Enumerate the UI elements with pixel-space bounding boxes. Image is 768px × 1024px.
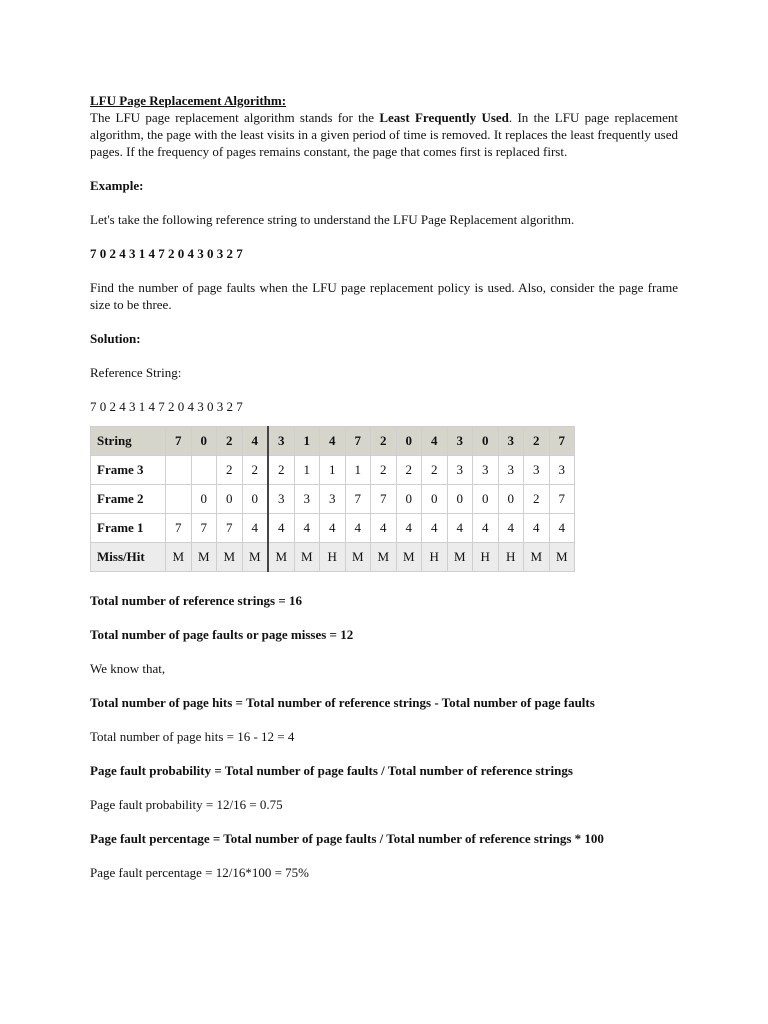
table-cell: M bbox=[396, 543, 422, 572]
intro-paragraph bbox=[90, 109, 678, 160]
table-row-label: Frame 2 bbox=[91, 485, 166, 514]
table-cell: 1 bbox=[294, 456, 320, 485]
problem-text: Find the number of page faults when the LFU page replacement policy is used. Also, consider the page frame size to be three. bbox=[90, 280, 678, 312]
table-cell: M bbox=[345, 543, 371, 572]
table-header-cell: 1 bbox=[294, 427, 320, 456]
table-cell: 7 bbox=[191, 514, 217, 543]
table-header-row bbox=[91, 427, 575, 456]
table-cell: 3 bbox=[447, 456, 473, 485]
table-cell: M bbox=[242, 543, 268, 572]
table-header-cell: 7 bbox=[345, 427, 371, 456]
table-cell: M bbox=[191, 543, 217, 572]
intro-before: The LFU page replacement algorithm stands for the bbox=[90, 110, 380, 125]
table-header-cell: 4 bbox=[242, 427, 268, 456]
table-header-label: String bbox=[91, 427, 166, 456]
prob-calc: Page fault probability = 12/16 = 0.75 bbox=[90, 797, 283, 812]
table-header-cell: 7 bbox=[549, 427, 575, 456]
table-cell: 3 bbox=[473, 456, 499, 485]
table-header-cell: 3 bbox=[447, 427, 473, 456]
table-row-label: Frame 3 bbox=[91, 456, 166, 485]
reference-string-plain: 7 0 2 4 3 1 4 7 2 0 4 3 0 3 2 7 bbox=[90, 399, 243, 414]
example-label: Example: bbox=[90, 178, 144, 193]
table-header-cell: 4 bbox=[320, 427, 346, 456]
document-content bbox=[90, 92, 678, 881]
table-cell: 4 bbox=[473, 514, 499, 543]
table-cell: 4 bbox=[524, 514, 550, 543]
table-cell bbox=[166, 456, 192, 485]
pct-calc: Page fault percentage = 12/16*100 = 75% bbox=[90, 865, 309, 880]
table-cell: 2 bbox=[524, 485, 550, 514]
table-cell: M bbox=[524, 543, 550, 572]
table-cell: M bbox=[447, 543, 473, 572]
table-cell: 1 bbox=[320, 456, 346, 485]
section-heading: LFU Page Replacement Algorithm: bbox=[90, 93, 287, 108]
solution-label: Solution: bbox=[90, 331, 141, 346]
table-cell: M bbox=[549, 543, 575, 572]
table-cell: 2 bbox=[371, 456, 397, 485]
reference-string-bold: 7 0 2 4 3 1 4 7 2 0 4 3 0 3 2 7 bbox=[90, 246, 243, 261]
table-cell: 0 bbox=[396, 485, 422, 514]
table-cell: 7 bbox=[217, 514, 243, 543]
table-cell: 4 bbox=[294, 514, 320, 543]
table-cell: 4 bbox=[320, 514, 346, 543]
we-know-text: We know that, bbox=[90, 661, 166, 676]
hits-calc: Total number of page hits = 16 - 12 = 4 bbox=[90, 729, 295, 744]
table-row bbox=[91, 485, 575, 514]
table-cell: 0 bbox=[498, 485, 524, 514]
table-cell: M bbox=[217, 543, 243, 572]
table-row-label: Miss/Hit bbox=[91, 543, 166, 572]
table-cell: 4 bbox=[549, 514, 575, 543]
example-text: Let's take the following reference string to understand the LFU Page Replacement algorithm. bbox=[90, 212, 575, 227]
table-cell: H bbox=[498, 543, 524, 572]
table-cell: H bbox=[422, 543, 448, 572]
table-cell: H bbox=[320, 543, 346, 572]
table-cell: 3 bbox=[268, 485, 294, 514]
table-cell: M bbox=[166, 543, 192, 572]
table-cell: 2 bbox=[242, 456, 268, 485]
table-cell: 3 bbox=[498, 456, 524, 485]
hits-formula: Total number of page hits = Total number of reference strings - Total number of page faults bbox=[90, 695, 595, 710]
table-cell: 2 bbox=[422, 456, 448, 485]
table-cell: 3 bbox=[524, 456, 550, 485]
table-row-label: Frame 1 bbox=[91, 514, 166, 543]
table-header-cell: 2 bbox=[524, 427, 550, 456]
table-header-cell: 4 bbox=[422, 427, 448, 456]
table-row bbox=[91, 456, 575, 485]
table-cell: 7 bbox=[371, 485, 397, 514]
table-cell: 4 bbox=[498, 514, 524, 543]
table-cell bbox=[166, 485, 192, 514]
table-cell: 2 bbox=[268, 456, 294, 485]
table-cell: 0 bbox=[422, 485, 448, 514]
table-cell: 4 bbox=[268, 514, 294, 543]
table-cell: 0 bbox=[473, 485, 499, 514]
table-cell: 2 bbox=[396, 456, 422, 485]
table-cell: 0 bbox=[217, 485, 243, 514]
table-cell: 3 bbox=[294, 485, 320, 514]
table-cell: 4 bbox=[422, 514, 448, 543]
reference-string-label: Reference String: bbox=[90, 365, 182, 380]
table-cell: H bbox=[473, 543, 499, 572]
lfu-table bbox=[90, 426, 575, 572]
table-header-cell: 2 bbox=[371, 427, 397, 456]
table-cell: 0 bbox=[191, 485, 217, 514]
table-cell: 7 bbox=[166, 514, 192, 543]
table-cell: 0 bbox=[242, 485, 268, 514]
total-faults: Total number of page faults or page misses = 12 bbox=[90, 627, 354, 642]
pct-formula: Page fault percentage = Total number of page faults / Total number of reference strings * 100 bbox=[90, 831, 604, 846]
table-cell: 4 bbox=[447, 514, 473, 543]
table-cell bbox=[191, 456, 217, 485]
table-cell: 4 bbox=[345, 514, 371, 543]
table-cell: M bbox=[294, 543, 320, 572]
total-refs: Total number of reference strings = 16 bbox=[90, 593, 303, 608]
table-cell: 7 bbox=[549, 485, 575, 514]
table-cell: M bbox=[268, 543, 294, 572]
table-cell: 4 bbox=[396, 514, 422, 543]
table-cell: 2 bbox=[217, 456, 243, 485]
table-header-cell: 3 bbox=[268, 427, 294, 456]
table-cell: 1 bbox=[345, 456, 371, 485]
table-header-cell: 7 bbox=[166, 427, 192, 456]
table-cell: 0 bbox=[447, 485, 473, 514]
table-header-cell: 0 bbox=[473, 427, 499, 456]
table-row bbox=[91, 543, 575, 572]
table-header-cell: 3 bbox=[498, 427, 524, 456]
table-cell: M bbox=[371, 543, 397, 572]
table-cell: 3 bbox=[320, 485, 346, 514]
table-header-cell: 2 bbox=[217, 427, 243, 456]
intro-bold-term: Least Frequently Used bbox=[379, 110, 509, 125]
prob-formula: Page fault probability = Total number of page faults / Total number of reference strings bbox=[90, 763, 573, 778]
intro-after: . In the LFU page replacement algorithm, the page with the least visits in a given period of time is removed. It replaces the least frequently used pages. If the frequency of pages remains constant, the page that comes first is replaced first. bbox=[90, 110, 679, 159]
table-header-cell: 0 bbox=[191, 427, 217, 456]
table-row bbox=[91, 514, 575, 543]
table-cell: 4 bbox=[371, 514, 397, 543]
table-cell: 7 bbox=[345, 485, 371, 514]
table-cell: 3 bbox=[549, 456, 575, 485]
table-cell: 4 bbox=[242, 514, 268, 543]
table-header-cell: 0 bbox=[396, 427, 422, 456]
